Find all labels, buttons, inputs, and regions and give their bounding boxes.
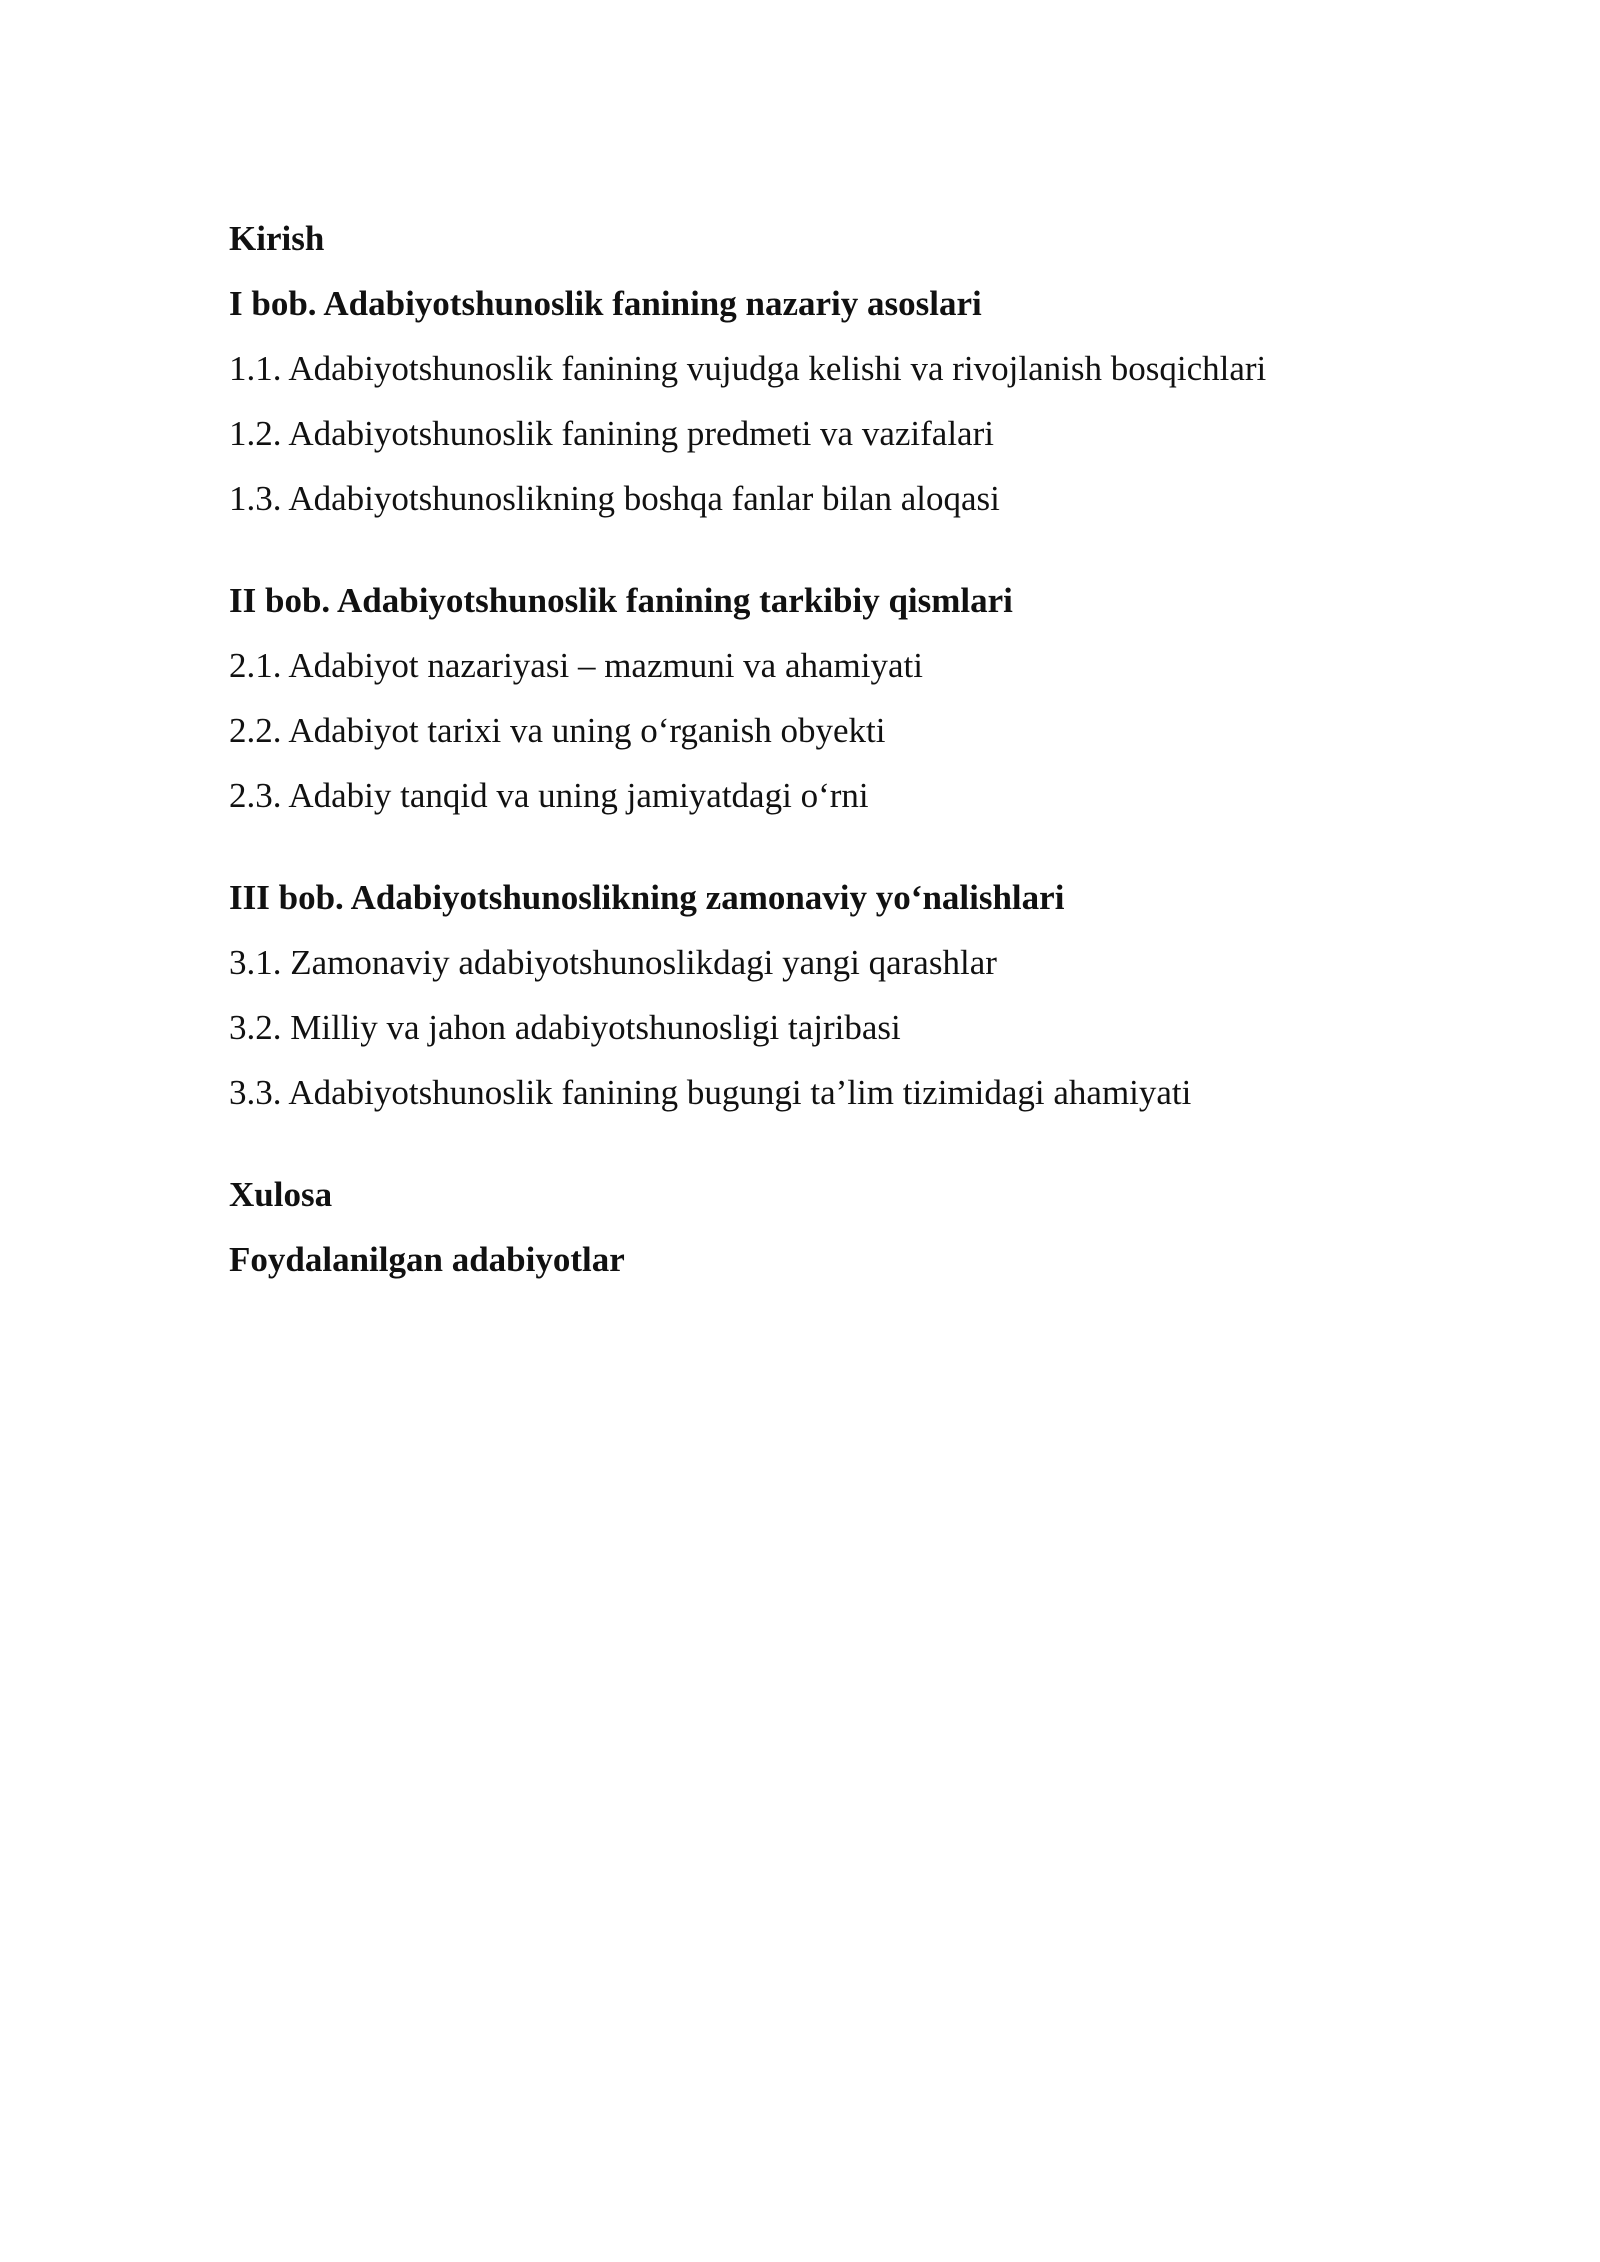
chapter-1-item: 1.2. Adabiyotshunoslik fanining predmeti va vazifalari <box>229 414 994 453</box>
chapter-2-title: II bob. Adabiyotshunoslik fanining tarkibiy qismlari <box>229 581 1013 620</box>
chapter-2-item: 2.3. Adabiy tanqid va uning jamiyatdagi o‘rni <box>229 776 869 815</box>
toc-references: Foydalanilgan adabiyotlar <box>229 1240 625 1279</box>
chapter-2-item: 2.1. Adabiyot nazariyasi – mazmuni va ahamiyati <box>229 646 923 685</box>
chapter-3-title: III bob. Adabiyotshunoslikning zamonaviy yo‘nalishlari <box>229 878 1065 917</box>
toc-intro: Kirish <box>229 219 325 258</box>
chapter-1-title: I bob. Adabiyotshunoslik fanining nazariy asoslari <box>229 284 982 323</box>
chapter-1-item: 1.1. Adabiyotshunoslik fanining vujudga kelishi va rivojlanish bosqichlari <box>229 349 1267 388</box>
chapter-3-item: 3.1. Zamonaviy adabiyotshunoslikdagi yangi qarashlar <box>229 943 997 982</box>
table-of-contents <box>229 206 1429 1292</box>
chapter-3-item: 3.2. Milliy va jahon adabiyotshunosligi tajribasi <box>229 1008 901 1047</box>
toc-conclusion: Xulosa <box>229 1175 333 1214</box>
chapter-3-item: 3.3. Adabiyotshunoslik fanining bugungi ta’lim tizimidagi ahamiyati <box>229 1073 1192 1112</box>
chapter-2-item: 2.2. Adabiyot tarixi va uning o‘rganish obyekti <box>229 711 886 750</box>
chapter-1-item: 1.3. Adabiyotshunoslikning boshqa fanlar bilan aloqasi <box>229 479 1000 518</box>
